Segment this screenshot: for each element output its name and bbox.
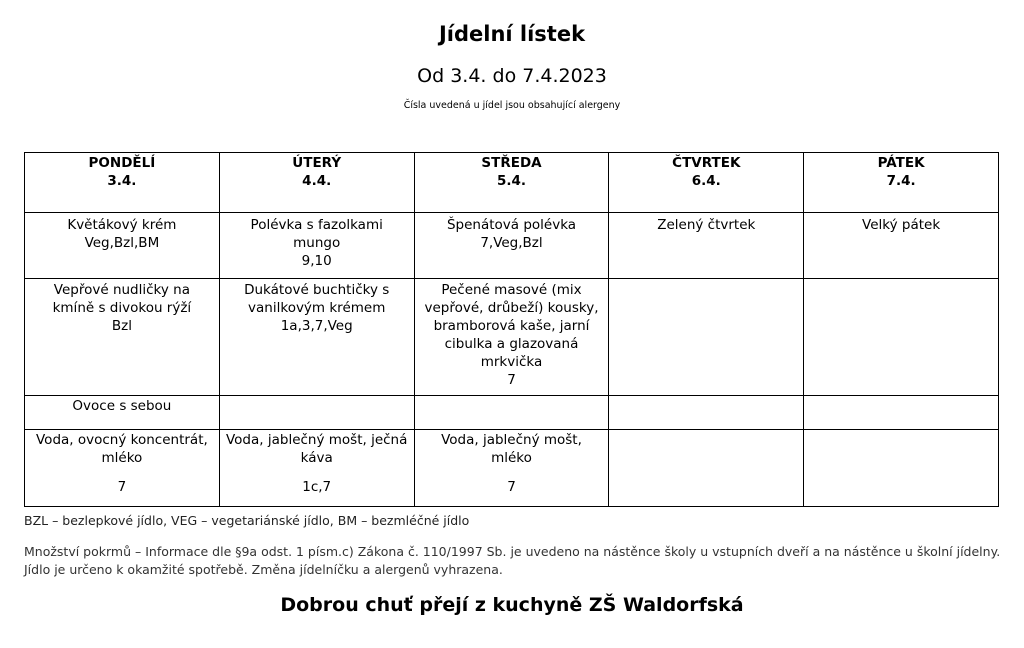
abbreviation-legend: BZL – bezlepkové jídlo, VEG – vegetariánské jídlo, BM – bezmléčné jídlo — [24, 513, 470, 528]
allergen-note: Čísla uvedená u jídel jsou obsahující alergeny — [403, 100, 621, 111]
extra-row — [25, 396, 999, 430]
soup-cell — [609, 213, 804, 279]
main-course-cell — [25, 279, 220, 396]
dish-name: Pečené masové (mix vepřové, drůbeží) kousky, bramborová kaše, jarní cibulka a glazovaná mrkvička — [424, 282, 599, 370]
drink-allergens: 7 — [117, 479, 127, 495]
extra-cell — [804, 396, 999, 430]
day-name: PONDĚLÍ — [88, 155, 156, 171]
main-course-row — [25, 279, 999, 396]
drink-row — [25, 430, 999, 507]
day-name: ÚTERÝ — [292, 155, 342, 171]
day-date: 6.4. — [691, 173, 721, 189]
drink-allergens: 1c,7 — [302, 479, 332, 495]
drink-cell — [414, 430, 609, 507]
date-range: Od 3.4. do 7.4.2023 — [417, 65, 607, 87]
menu-table — [24, 152, 999, 507]
day-date: 3.4. — [107, 173, 137, 189]
dish-name: Vepřové nudličky na kmíně s divokou rýží — [52, 282, 192, 316]
main-course-cell — [219, 279, 414, 396]
soup-cell — [804, 213, 999, 279]
main-course-cell — [609, 279, 804, 396]
dish-name: Polévka s fazolkami mungo — [250, 217, 383, 251]
dish-allergens: 9,10 — [301, 253, 332, 269]
soup-cell — [219, 213, 414, 279]
day-date: 4.4. — [302, 173, 332, 189]
main-course-cell — [414, 279, 609, 396]
drink-cell — [219, 430, 414, 507]
dish-allergens: Veg,Bzl,BM — [84, 235, 160, 251]
day-date: 7.4. — [886, 173, 916, 189]
info-line-portions: Množství pokrmů – Informace dle §9a odst. 1 písm.c) Zákona č. 110/1997 Sb. je uvedeno na nástěnce školy u vstupních dveří a na nástěnce u školní jídelny. — [24, 544, 1001, 559]
day-header-thursday — [609, 153, 804, 213]
day-header-monday — [25, 153, 220, 213]
drink-cell — [804, 430, 999, 507]
dish-name: Velký pátek — [862, 217, 941, 233]
dish-name: Dukátové buchtičky s vanilkovým krémem — [244, 282, 390, 316]
drink-cell — [609, 430, 804, 507]
day-header-row — [25, 153, 999, 213]
extra-cell — [25, 396, 220, 430]
info-line-consumption: Jídlo je určeno k okamžité spotřebě. Změna jídelníčku a alergenů vyhrazena. — [24, 562, 503, 577]
page-title: Jídelní lístek — [438, 22, 586, 46]
soup-cell — [414, 213, 609, 279]
drink-name: Voda, jablečný mošt, ječná káva — [225, 432, 408, 466]
dish-allergens: 7,Veg,Bzl — [480, 235, 543, 251]
dish-name: Špenátová polévka — [446, 217, 577, 233]
soup-row — [25, 213, 999, 279]
soup-cell — [25, 213, 220, 279]
info-text — [24, 543, 1004, 579]
drink-name: Voda, ovocný koncentrát, mléko — [36, 432, 208, 466]
dish-name: Ovoce s sebou — [72, 398, 172, 414]
day-header-wednesday — [414, 153, 609, 213]
dish-allergens: 7 — [507, 372, 516, 388]
day-name: ČTVRTEK — [672, 155, 741, 171]
day-date: 5.4. — [496, 173, 527, 189]
extra-cell — [219, 396, 414, 430]
day-header-tuesday — [219, 153, 414, 213]
day-name: STŘEDA — [481, 155, 542, 171]
day-name: PÁTEK — [877, 155, 925, 171]
dish-name: Květákový krém — [67, 217, 177, 233]
dish-allergens: 1a,3,7,Veg — [280, 318, 353, 334]
extra-cell — [414, 396, 609, 430]
extra-cell — [609, 396, 804, 430]
dish-allergens: Bzl — [111, 318, 132, 334]
main-course-cell — [804, 279, 999, 396]
footer-greeting: Dobrou chuť přejí z kuchyně ZŠ Waldorfská — [280, 594, 744, 616]
drink-cell — [25, 430, 220, 507]
day-header-friday — [804, 153, 999, 213]
dish-name: Zelený čtvrtek — [657, 217, 756, 233]
drink-allergens: 7 — [507, 479, 516, 495]
drink-name: Voda, jablečný mošt, mléko — [441, 432, 582, 466]
